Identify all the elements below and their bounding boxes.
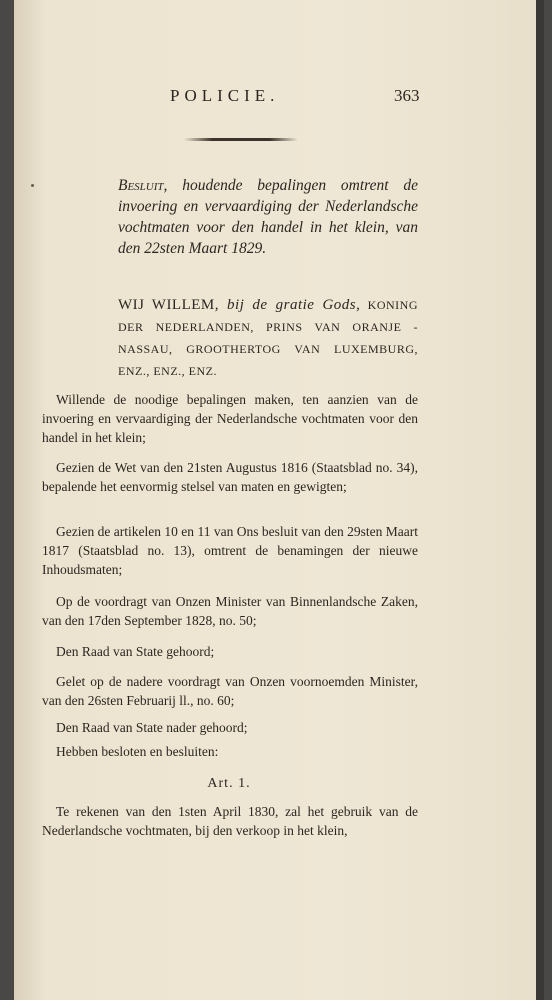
page-edge-shadow <box>536 0 544 1000</box>
paragraph-1: Willende de noodige bepalingen maken, ten aanzien van de invoering en vervaardiging der Nederlandsche vochtmaten voor den handel in het klein; <box>42 392 418 445</box>
paragraph-2: Gezien de Wet van den 21sten Augustus 1816 (Staatsblad no. 34), bepalende het eenvormig stelsel van maten en gewigten; <box>42 460 418 494</box>
page-header <box>14 86 544 110</box>
preamble-willem: WILLEM <box>151 297 215 313</box>
decree-title-text: , houdende bepalingen omtrent de invoering en vervaardiging der Nederlandsche vochtmaten voor den handel in het klein, van den 22sten Maart 1829. <box>118 177 418 257</box>
book-page <box>14 0 544 1000</box>
paragraph-8: Hebben besloten en besluiten: <box>56 744 219 759</box>
preamble-wij: WIJ <box>118 297 145 313</box>
paragraph-7: Den Raad van State nader gehoord; <box>56 720 248 735</box>
paragraph-3: Gezien de artikelen 10 en 11 van Ons besluit van den 29sten Maart 1817 (Staatsblad no. 13), omtrent de benamingen der nieuwe Inhoudsmaten; <box>42 524 418 577</box>
page-number: 363 <box>394 86 420 105</box>
paragraph-4: Op de voordragt van Onzen Minister van Binnenlandsche Zaken, van den 17den September 1828, no. 50; <box>42 594 418 628</box>
ornamental-rule <box>184 138 298 141</box>
article-text: Te rekenen van den 1sten April 1830, zal het gebruik van de Nederlandsche vochtmaten, bij den verkoop in het klein, <box>42 804 418 838</box>
preamble-titles: KONING DER NEDERLANDEN, PRINS VAN ORANJE - NASSAU, GROOTHERTOG VAN LUXEMBURG, ENZ., ENZ., ENZ. <box>118 298 418 378</box>
article-heading: Art. 1. <box>207 776 251 791</box>
preamble-grace: , bij de gratie Gods, <box>214 297 361 313</box>
paragraph-5: Den Raad van State gehoord; <box>56 644 215 659</box>
decree-title-lead: Besluit <box>118 177 164 194</box>
decree-title <box>118 175 418 259</box>
paragraph-6: Gelet op de nadere voordragt van Onzen voornoemden Minister, van den 26sten Februarij ll., no. 60; <box>42 674 418 708</box>
royal-preamble <box>118 294 418 382</box>
paper-speck <box>31 184 34 187</box>
running-title: POLICIE. <box>170 86 280 105</box>
